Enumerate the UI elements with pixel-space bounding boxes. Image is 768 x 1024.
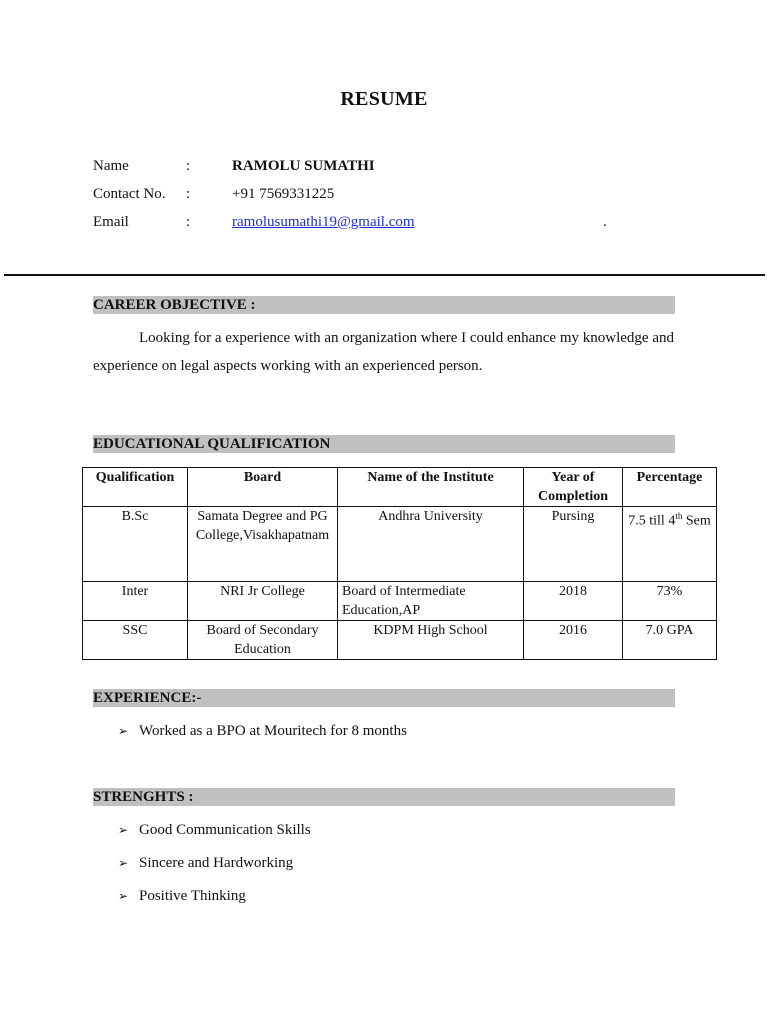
- table-cell: 73%: [623, 582, 717, 621]
- list-item-text: Positive Thinking: [139, 888, 246, 904]
- page-title: RESUME: [340, 88, 428, 110]
- table-cell: Inter: [83, 582, 188, 621]
- column-header: Percentage: [623, 468, 717, 507]
- column-header: Year of Completion: [524, 468, 623, 507]
- table-cell: B.Sc: [83, 507, 188, 582]
- trailing-dot: .: [603, 214, 607, 230]
- table-cell: NRI Jr College: [188, 582, 338, 621]
- column-header: Board: [188, 468, 338, 507]
- name-label: Name: [93, 158, 129, 174]
- table-row: [83, 507, 717, 582]
- table-cell: 7.0 GPA: [623, 621, 717, 660]
- table-row: [83, 582, 717, 621]
- table-cell: SSC: [83, 621, 188, 660]
- list-item: [118, 721, 407, 741]
- email-link[interactable]: ramolusumathi19@gmail.com: [232, 214, 415, 230]
- list-item-text: Worked as a BPO at Mouritech for 8 months: [139, 723, 407, 739]
- list-item: [118, 820, 311, 840]
- separator: :: [186, 158, 191, 174]
- table-cell: Board of Secondary Education: [188, 621, 338, 660]
- list-item-text: Sincere and Hardworking: [139, 855, 294, 871]
- table-cell: 2016: [524, 621, 623, 660]
- email-label: Email: [93, 214, 129, 230]
- table-cell: 7.5 till 4th Sem: [623, 507, 717, 582]
- table-cell: Pursing: [524, 507, 623, 582]
- table-cell: Samata Degree and PG College,Visakhapatnam: [188, 507, 338, 582]
- career-objective-text: Looking for a experience with an organization where I could enhance my knowledge and experience on legal aspects working with an experienced person.: [93, 330, 674, 374]
- experience-heading: EXPERIENCE:-: [93, 689, 675, 707]
- arrow-bullet-icon: ➢: [118, 823, 129, 837]
- table-row: [83, 621, 717, 660]
- list-item: [118, 886, 246, 906]
- strengths-heading: STRENGHTS :: [93, 788, 675, 806]
- contact-label: Contact No.: [93, 186, 166, 202]
- arrow-bullet-icon: ➢: [118, 856, 129, 870]
- name-value: RAMOLU SUMATHI: [232, 158, 375, 174]
- table-header-row: [83, 468, 717, 507]
- table-cell: 2018: [524, 582, 623, 621]
- education-heading: EDUCATIONAL QUALIFICATION: [93, 435, 675, 453]
- list-item: [118, 853, 293, 873]
- table-cell: KDPM High School: [338, 621, 524, 660]
- horizontal-divider: [4, 274, 765, 276]
- career-objective-heading: CAREER OBJECTIVE :: [93, 296, 675, 314]
- table-cell: Andhra University: [338, 507, 524, 582]
- arrow-bullet-icon: ➢: [118, 889, 129, 903]
- list-item-text: Good Communication Skills: [139, 822, 311, 838]
- education-table: [82, 467, 717, 660]
- column-header: Qualification: [83, 468, 188, 507]
- separator: :: [186, 186, 191, 202]
- column-header: Name of the Institute: [338, 468, 524, 507]
- table-cell: Board of Intermediate Education,AP: [338, 582, 524, 621]
- separator: :: [186, 214, 191, 230]
- contact-value: +91 7569331225: [232, 186, 335, 202]
- arrow-bullet-icon: ➢: [118, 724, 129, 738]
